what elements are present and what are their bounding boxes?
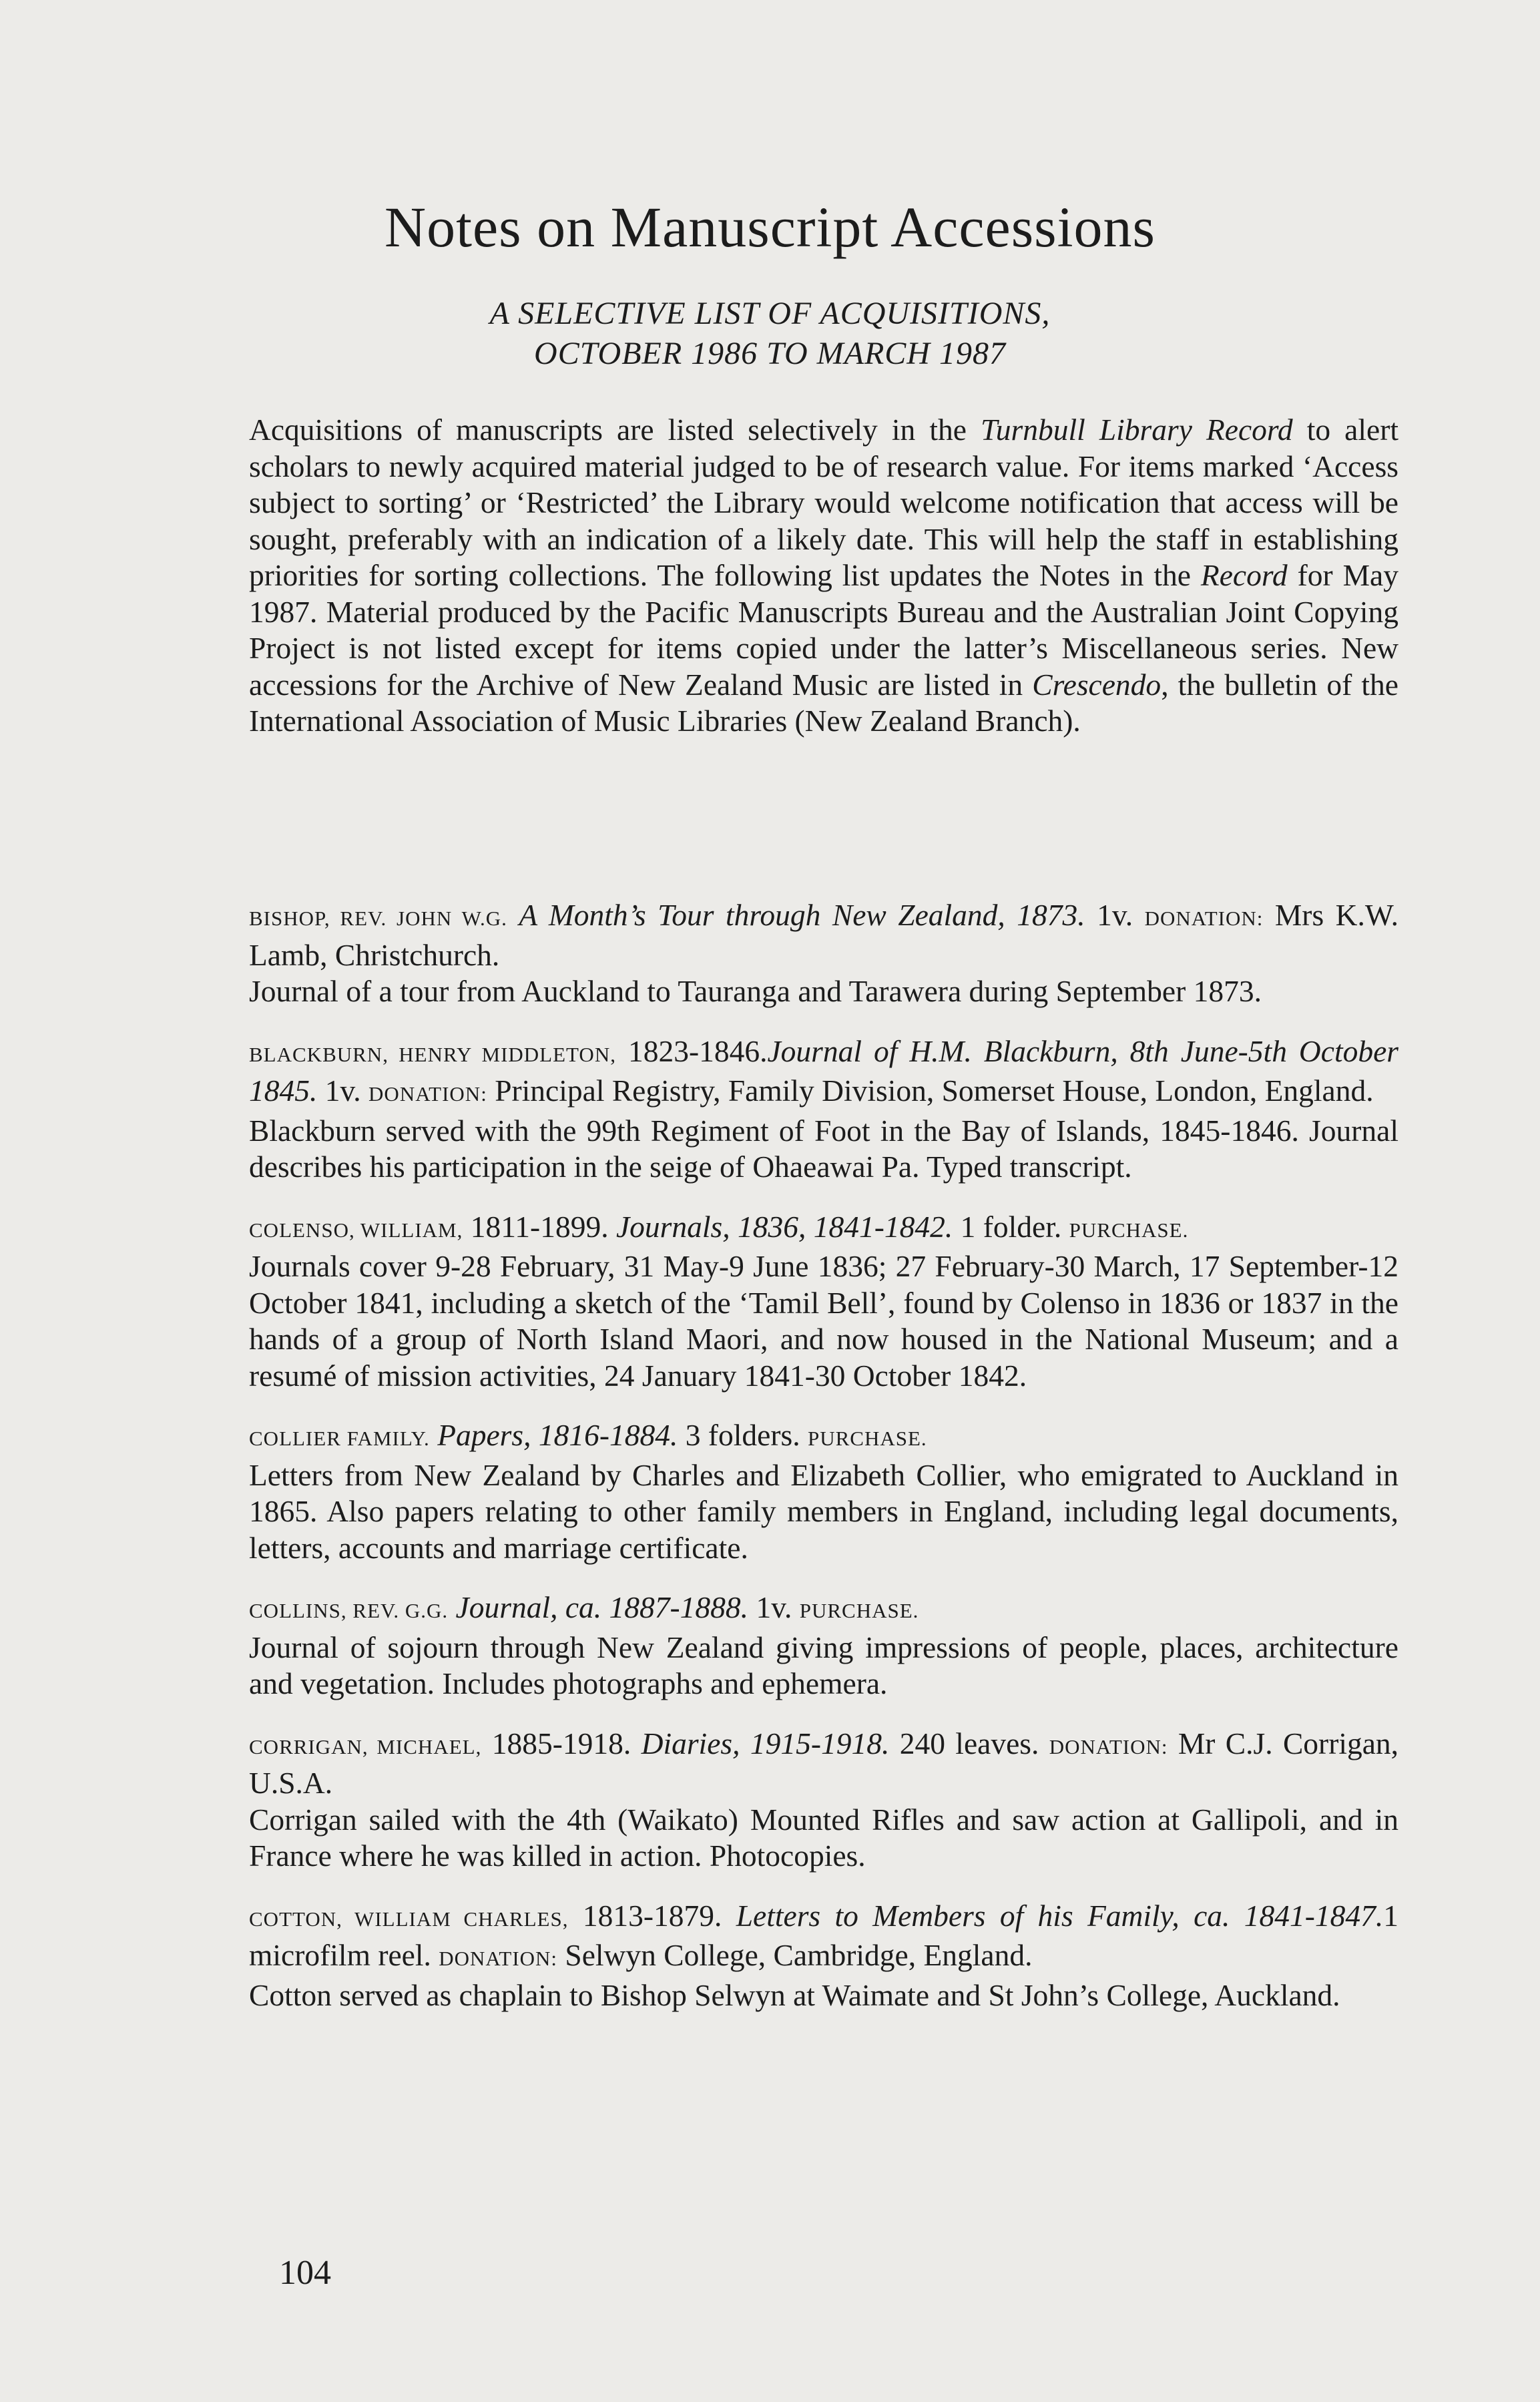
entry-extent: 1v. — [756, 1590, 792, 1624]
entry-heading — [249, 1726, 1398, 1802]
page-number: 104 — [279, 2254, 331, 2292]
entry-name: CORRIGAN, MICHAEL, — [249, 1734, 482, 1758]
entry-extent: 240 leaves. — [899, 1726, 1039, 1760]
entry-heading — [249, 1417, 1398, 1457]
accession-entry — [249, 1590, 1398, 1702]
page-title: Notes on Manuscript Accessions — [384, 195, 1156, 259]
intro-paragraph — [249, 412, 1398, 740]
entry-acquisition: PURCHASE. — [799, 1599, 919, 1622]
entry-name: COLLINS, REV. G.G. — [249, 1599, 449, 1622]
entry-heading — [249, 1209, 1398, 1249]
entry-acquisition: PURCHASE. — [1069, 1218, 1189, 1242]
entry-heading — [249, 1033, 1398, 1113]
entry-title: Diaries, 1915-1918. — [641, 1726, 890, 1760]
entry-title: Journals, 1836, 1841-1842. — [615, 1209, 953, 1244]
intro-text-3: for May 1987. Material produced by the Pacific Manuscripts Bureau and the Australian Joint Copying Project is not listed except for items copied under the latter’s Miscellaneous series. New accessions for the Archive of New Zealand Music are listed in — [249, 558, 1398, 702]
entry-title: Letters to Members of his Family, ca. 1841-1847. — [736, 1898, 1384, 1933]
entry-description: Journals cover 9-28 February, 31 May-9 June 1836; 27 February-30 March, 17 September-12 October 1841, including a sketch of the ‘Tamil Bell’, found by Colenso in 1836 or 1837 in the hands of a group of North Island Maori, and now housed in the National Museum; and a resumé of mission activities, 24 January 1841-30 October 1842. — [249, 1249, 1398, 1393]
entry-heading — [249, 1898, 1398, 1977]
accession-entry — [249, 1209, 1398, 1395]
entry-acquisition: DONATION: — [368, 1082, 487, 1106]
entry-name: COTTON, WILLIAM CHARLES, — [249, 1907, 569, 1931]
entry-source: Mrs K.W. Lamb, Christchurch. — [249, 898, 1399, 972]
intro-text-1: Acquisitions of manuscripts are listed selectively in the — [249, 413, 981, 447]
entry-acquisition: DONATION: — [439, 1947, 558, 1970]
entry-name: BLACKBURN, HENRY MIDDLETON, — [249, 1042, 616, 1066]
intro-text-2: to alert scholars to newly acquired material judged to be of research value. For items marked ‘Access subject to sorting’ or ‘Restricted’ the Library would welcome notification that access will be sought, preferably with an indication of a likely date. This will help the staff in establishing priorities for sorting collections. The following list updates the Notes in the — [249, 413, 1398, 592]
accession-entry — [249, 1726, 1398, 1875]
intro-crescendo: Crescendo — [1032, 667, 1162, 702]
page-subtitle — [0, 294, 1540, 374]
entry-name: COLLIER FAMILY. — [249, 1427, 430, 1450]
entry-acquisition: DONATION: — [1049, 1734, 1168, 1758]
subtitle-line-2: OCTOBER 1986 TO MARCH 1987 — [534, 336, 1006, 371]
entry-extent: 1v. — [1097, 898, 1133, 932]
entry-dates: 1813-1879. — [582, 1898, 722, 1933]
entry-extent: 1 microfilm reel. — [249, 1898, 1399, 1972]
entry-description: Blackburn served with the 99th Regiment of Foot in the Bay of Islands, 1845-1846. Journal describes his participation in the seige of Ohaeawai Pa. Typed transcript. — [249, 1113, 1398, 1184]
entry-description: Journal of sojourn through New Zealand giving impressions of people, places, architecture and vegetation. Includes photographs and ephemera. — [249, 1630, 1398, 1700]
accession-entry — [249, 897, 1398, 1010]
entry-source: Principal Registry, Family Division, Somerset House, London, England. — [495, 1073, 1374, 1108]
intro-record-short: Record — [1200, 558, 1288, 592]
entry-dates: 1811-1899. — [470, 1209, 609, 1244]
entry-name: COLENSO, WILLIAM, — [249, 1218, 463, 1242]
accession-entry — [249, 1033, 1398, 1186]
entry-dates: 1823-1846. — [627, 1033, 768, 1068]
entry-heading — [249, 1590, 1398, 1630]
entry-title: A Month’s Tour through New Zealand, 1873. — [519, 898, 1085, 932]
entry-description: Letters from New Zealand by Charles and Elizabeth Collier, who emigrated to Auckland in 1865. Also papers relating to other family members in England, including legal documents, letters, accounts and marriage certificate. — [249, 1457, 1398, 1565]
entry-dates: 1885-1918. — [491, 1726, 631, 1760]
intro-text-4: , the bulletin of the International Association of Music Libraries (New Zealand Branch). — [249, 667, 1398, 738]
entry-acquisition: DONATION: — [1144, 907, 1264, 930]
intro-record-title: Turnbull Library Record — [980, 413, 1293, 447]
entry-title: Journal, ca. 1887-1888. — [455, 1590, 749, 1624]
entry-name: BISHOP, REV. JOHN W.G. — [249, 907, 507, 930]
entry-source: Selwyn College, Cambridge, England. — [565, 1938, 1033, 1972]
entry-extent: 1v. — [324, 1073, 361, 1108]
subtitle-line-1: A SELECTIVE LIST OF ACQUISITIONS, — [489, 296, 1051, 331]
entry-extent: 1 folder. — [960, 1209, 1062, 1244]
accession-entry — [249, 1417, 1398, 1566]
entry-description: Cotton served as chaplain to Bishop Selwyn at Waimate and St John’s College, Auckland. — [249, 1977, 1340, 2012]
accession-list — [249, 897, 1398, 2037]
entry-title: Papers, 1816-1884. — [437, 1418, 678, 1452]
entry-title: Journal of H.M. Blackburn, 8th June-5th October 1845. — [249, 1033, 1399, 1108]
entry-heading — [249, 897, 1398, 973]
entry-acquisition: PURCHASE. — [807, 1427, 927, 1450]
entry-source: Mr C.J. Corrigan, U.S.A. — [249, 1726, 1399, 1800]
entry-description: Journal of a tour from Auckland to Tauranga and Tarawera during September 1873. — [249, 974, 1262, 1008]
accession-entry — [249, 1898, 1398, 2014]
entry-description: Corrigan sailed with the 4th (Waikato) Mounted Rifles and saw action at Gallipoli, and in France where he was killed in action. Photocopies. — [249, 1802, 1398, 1873]
entry-extent: 3 folders. — [685, 1418, 800, 1452]
